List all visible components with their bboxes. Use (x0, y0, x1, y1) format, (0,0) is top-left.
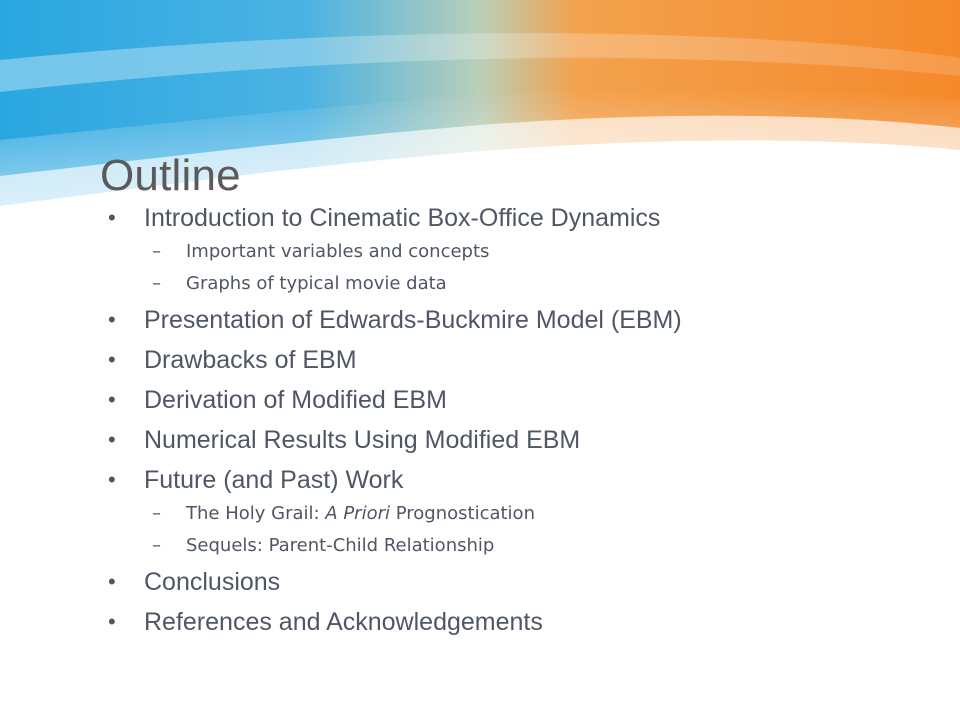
bullet-icon: • (108, 387, 116, 412)
bullet-icon: • (108, 347, 116, 372)
outline-item-label: References and Acknowledgements (144, 608, 543, 636)
outline-item (108, 300, 948, 340)
bullet-icon: • (108, 569, 116, 594)
outline-subitem-label: Graphs of typical movie data (186, 273, 447, 294)
outline-item-label: Future (and Past) Work (144, 466, 404, 494)
outline-item (108, 460, 948, 500)
outline-item (108, 380, 948, 420)
outline-item (108, 198, 948, 238)
outline-item-label: Derivation of Modified EBM (144, 386, 447, 414)
outline-item-label: Conclusions (144, 568, 281, 596)
dash-icon: – (152, 535, 161, 556)
bullet-icon: • (108, 609, 116, 634)
outline-subitem (108, 498, 948, 530)
outline-list (108, 198, 948, 642)
outline-subitem-label: Sequels: Parent-Child Relationship (186, 535, 495, 556)
outline-subitem-emphasis: A Priori (325, 503, 391, 524)
dash-icon: – (152, 503, 161, 524)
outline-subitem (108, 236, 948, 268)
outline-item (108, 340, 948, 380)
bullet-icon: • (108, 427, 116, 452)
slide-title: Outline (100, 151, 241, 200)
outline-subitem-label: Important variables and concepts (186, 241, 490, 262)
outline-item (108, 602, 948, 642)
dash-icon: – (152, 273, 161, 294)
outline-subitem (108, 530, 948, 562)
outline-subitem-suffix: Prognostication (390, 503, 535, 524)
outline-item-label: Presentation of Edwards-Buckmire Model (EBM) (144, 306, 682, 334)
bullet-icon: • (108, 307, 116, 332)
outline-item-label: Numerical Results Using Modified EBM (144, 426, 581, 454)
outline-subitem (108, 268, 948, 300)
outline-item (108, 562, 948, 602)
outline-subitem-prefix: The Holy Grail: (186, 503, 326, 524)
outline-item (108, 420, 948, 460)
outline-item-label: Introduction to Cinematic Box-Office Dynamics (144, 204, 661, 232)
outline-item-label: Drawbacks of EBM (144, 346, 357, 374)
dash-icon: – (152, 241, 161, 262)
bullet-icon: • (108, 467, 116, 492)
bullet-icon: • (108, 205, 116, 230)
